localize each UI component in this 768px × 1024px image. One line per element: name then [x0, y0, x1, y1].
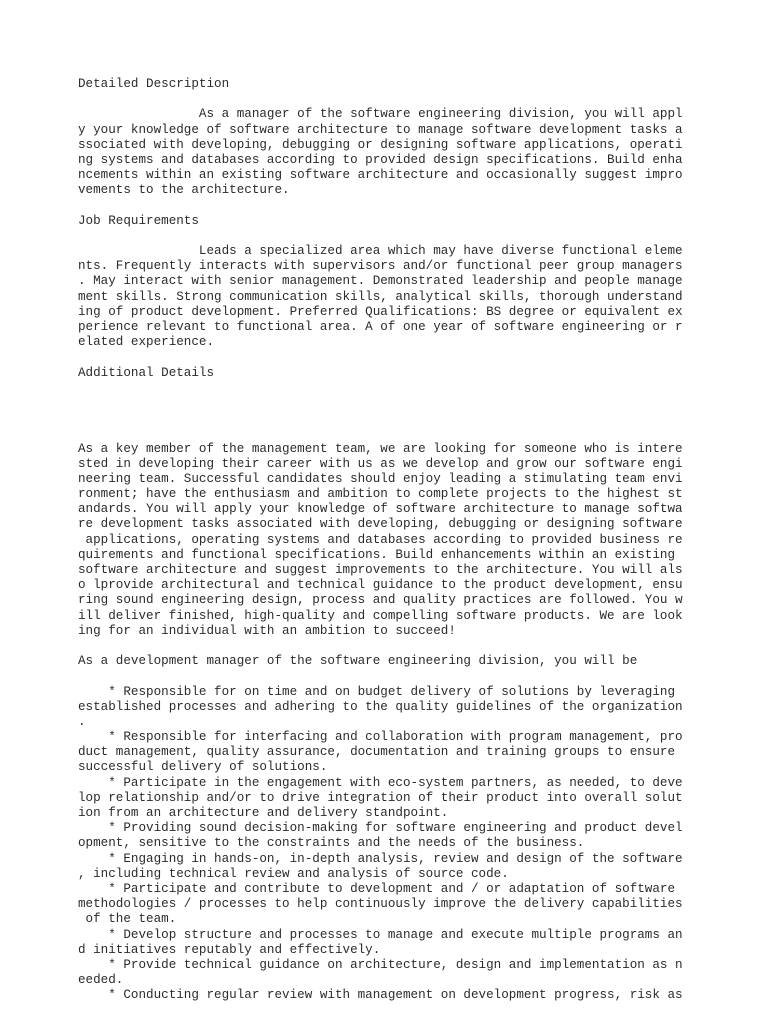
document-line: andards. You will apply your knowledge of software architecture to manage softwa	[78, 502, 683, 517]
document-line	[78, 669, 698, 684]
document-line: As a manager of the software engineering division, you will appl	[78, 107, 683, 122]
document-page	[78, 77, 698, 1003]
document-line: neering team. Successful candidates should enjoy leading a stimulating team envi	[78, 471, 683, 486]
document-line	[78, 426, 698, 441]
document-line: successful delivery of solutions.	[78, 760, 328, 775]
document-line: elated experience.	[78, 335, 215, 350]
document-line: o lprovide architectural and technical guidance to the product development, ensu	[78, 578, 683, 593]
document-line: ng systems and databases according to provided design specifications. Build enha	[78, 152, 683, 167]
document-line	[78, 229, 698, 244]
document-line	[78, 92, 698, 107]
document-line: ill deliver finished, high-quality and compelling software products. We are look	[78, 608, 683, 623]
document-line: Detailed Description	[78, 77, 230, 91]
document-line: ment skills. Strong communication skills, analytical skills, thorough understand	[78, 289, 683, 304]
document-line: ronment; have the enthusiasm and ambition to complete projects to the highest st	[78, 487, 683, 502]
document-line	[78, 381, 698, 396]
document-line: eeded.	[78, 973, 124, 988]
document-line: * Develop structure and processes to manage and execute multiple programs an	[78, 927, 683, 942]
document-line: * Engaging in hands-on, in-depth analysis, review and design of the software	[78, 851, 683, 866]
document-line	[78, 350, 698, 365]
document-line: ncements within an existing software architecture and occasionally suggest impro	[78, 168, 683, 183]
document-line: , including technical review and analysis of source code.	[78, 866, 509, 881]
document-line	[78, 411, 698, 426]
document-line: * Conducting regular review with management on development progress, risk as	[78, 988, 683, 1003]
document-line: d initiatives reputably and effectively.	[78, 942, 381, 957]
document-line: nts. Frequently interacts with supervisors and/or functional peer group managers	[78, 259, 683, 274]
document-line: lop relationship and/or to drive integration of their product into overall solut	[78, 790, 683, 805]
document-line: software architecture and suggest improvements to the architecture. You will als	[78, 563, 683, 577]
document-line: As a development manager of the software engineering division, you will be	[78, 654, 638, 669]
document-line	[78, 396, 698, 411]
document-line	[78, 199, 698, 214]
document-line: applications, operating systems and databases according to provided business re	[78, 532, 683, 547]
document-line: . May interact with senior management. Demonstrated leadership and people manage	[78, 274, 683, 289]
document-line: sted in developing their career with us as we develop and grow our software engi	[78, 456, 683, 471]
document-line: ing of product development. Preferred Qualifications: BS degree or equivalent ex	[78, 304, 683, 319]
document-line: * Responsible for on time and on budget delivery of solutions by leveraging	[78, 684, 676, 699]
document-line: .	[78, 714, 86, 729]
document-line	[78, 639, 698, 654]
document-line: duct management, quality assurance, documentation and training groups to ensure	[78, 745, 676, 760]
document-line: ssociated with developing, debugging or designing software applications, operati	[78, 137, 683, 152]
document-line: opment, sensitive to the constraints and the needs of the business.	[78, 836, 585, 851]
document-line: ion from an architecture and delivery standpoint.	[78, 806, 449, 820]
document-line: established processes and adhering to the quality guidelines of the organization	[78, 699, 683, 714]
document-line: Additional Details	[78, 365, 215, 380]
document-line: Leads a specialized area which may have diverse functional eleme	[78, 244, 683, 259]
document-line: ring sound engineering design, process and quality practices are followed. You w	[78, 593, 683, 608]
document-line: * Providing sound decision-making for software engineering and product devel	[78, 821, 683, 836]
document-line: of the team.	[78, 912, 177, 927]
document-line: re development tasks associated with developing, debugging or designing software	[78, 517, 683, 532]
document-line: * Provide technical guidance on architecture, design and implementation as n	[78, 957, 683, 972]
document-line: ing for an individual with an ambition to succeed!	[78, 623, 456, 638]
document-line: * Participate in the engagement with eco-system partners, as needed, to deve	[78, 775, 683, 790]
document-line: * Participate and contribute to development and / or adaptation of software	[78, 881, 676, 896]
document-line: y your knowledge of software architecture to manage software development tasks a	[78, 122, 683, 137]
document-line: Job Requirements	[78, 213, 199, 228]
document-line: perience relevant to functional area. A of one year of software engineering or r	[78, 320, 683, 334]
document-line: quirements and functional specifications. Build enhancements within an existing	[78, 547, 676, 562]
document-line: methodologies / processes to help continuously improve the delivery capabilities	[78, 897, 683, 912]
document-line: vements to the architecture.	[78, 183, 290, 198]
document-line: * Responsible for interfacing and collaboration with program management, pro	[78, 730, 683, 745]
document-line: As a key member of the management team, we are looking for someone who is intere	[78, 441, 683, 456]
